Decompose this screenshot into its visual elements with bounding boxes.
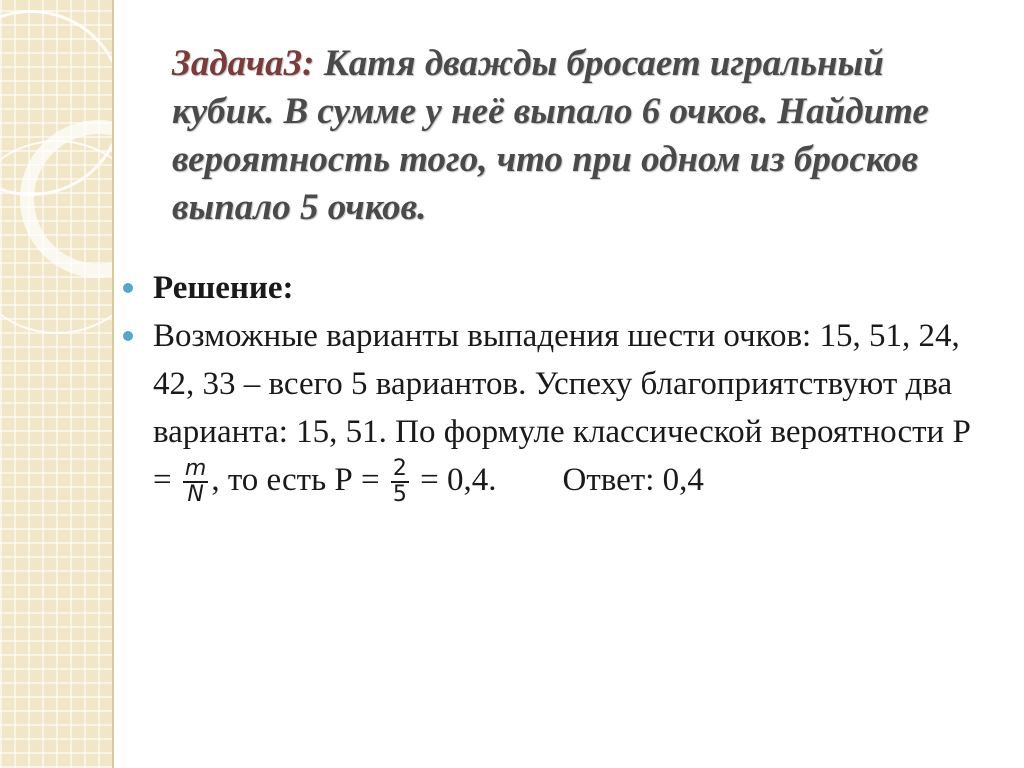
side-panel-edge xyxy=(112,0,114,768)
bullet-icon xyxy=(123,283,133,293)
solution-text-continued: , то есть Р = xyxy=(211,462,388,498)
task-text: Катя дважды бросает игральный кубик. В сумме у неё выпало 6 очков. Найдите вероятность того, что при одном из бросков выпало 5 очков. xyxy=(172,43,929,228)
solution-text: Возможные варианты выпадения шести очков: 15, 51, 24, 42, 33 – всего 5 вариантов. Успеху благоприятствуют два варианта: 15, 51. По формуле классической вероятности Р = xyxy=(153,318,971,498)
result-fraction xyxy=(391,457,409,507)
result-value: = 0,4. xyxy=(411,462,497,498)
fraction-denominator: 5 xyxy=(392,482,407,508)
answer-text: Ответ: 0,4 xyxy=(562,462,704,498)
decorative-side-panel xyxy=(0,0,112,768)
task-label: Задача3: xyxy=(172,43,315,84)
slide-title xyxy=(172,40,982,232)
fraction-denominator: N xyxy=(187,482,204,508)
list-item xyxy=(120,264,980,312)
bullet-icon xyxy=(123,331,133,341)
fraction-numerator: m xyxy=(184,456,207,482)
list-item xyxy=(120,312,980,507)
solution-list xyxy=(120,264,980,507)
solution-heading: Решение: xyxy=(153,270,294,306)
formula-fraction xyxy=(183,457,208,507)
decorative-ring xyxy=(0,140,112,334)
fraction-numerator: 2 xyxy=(392,456,407,482)
